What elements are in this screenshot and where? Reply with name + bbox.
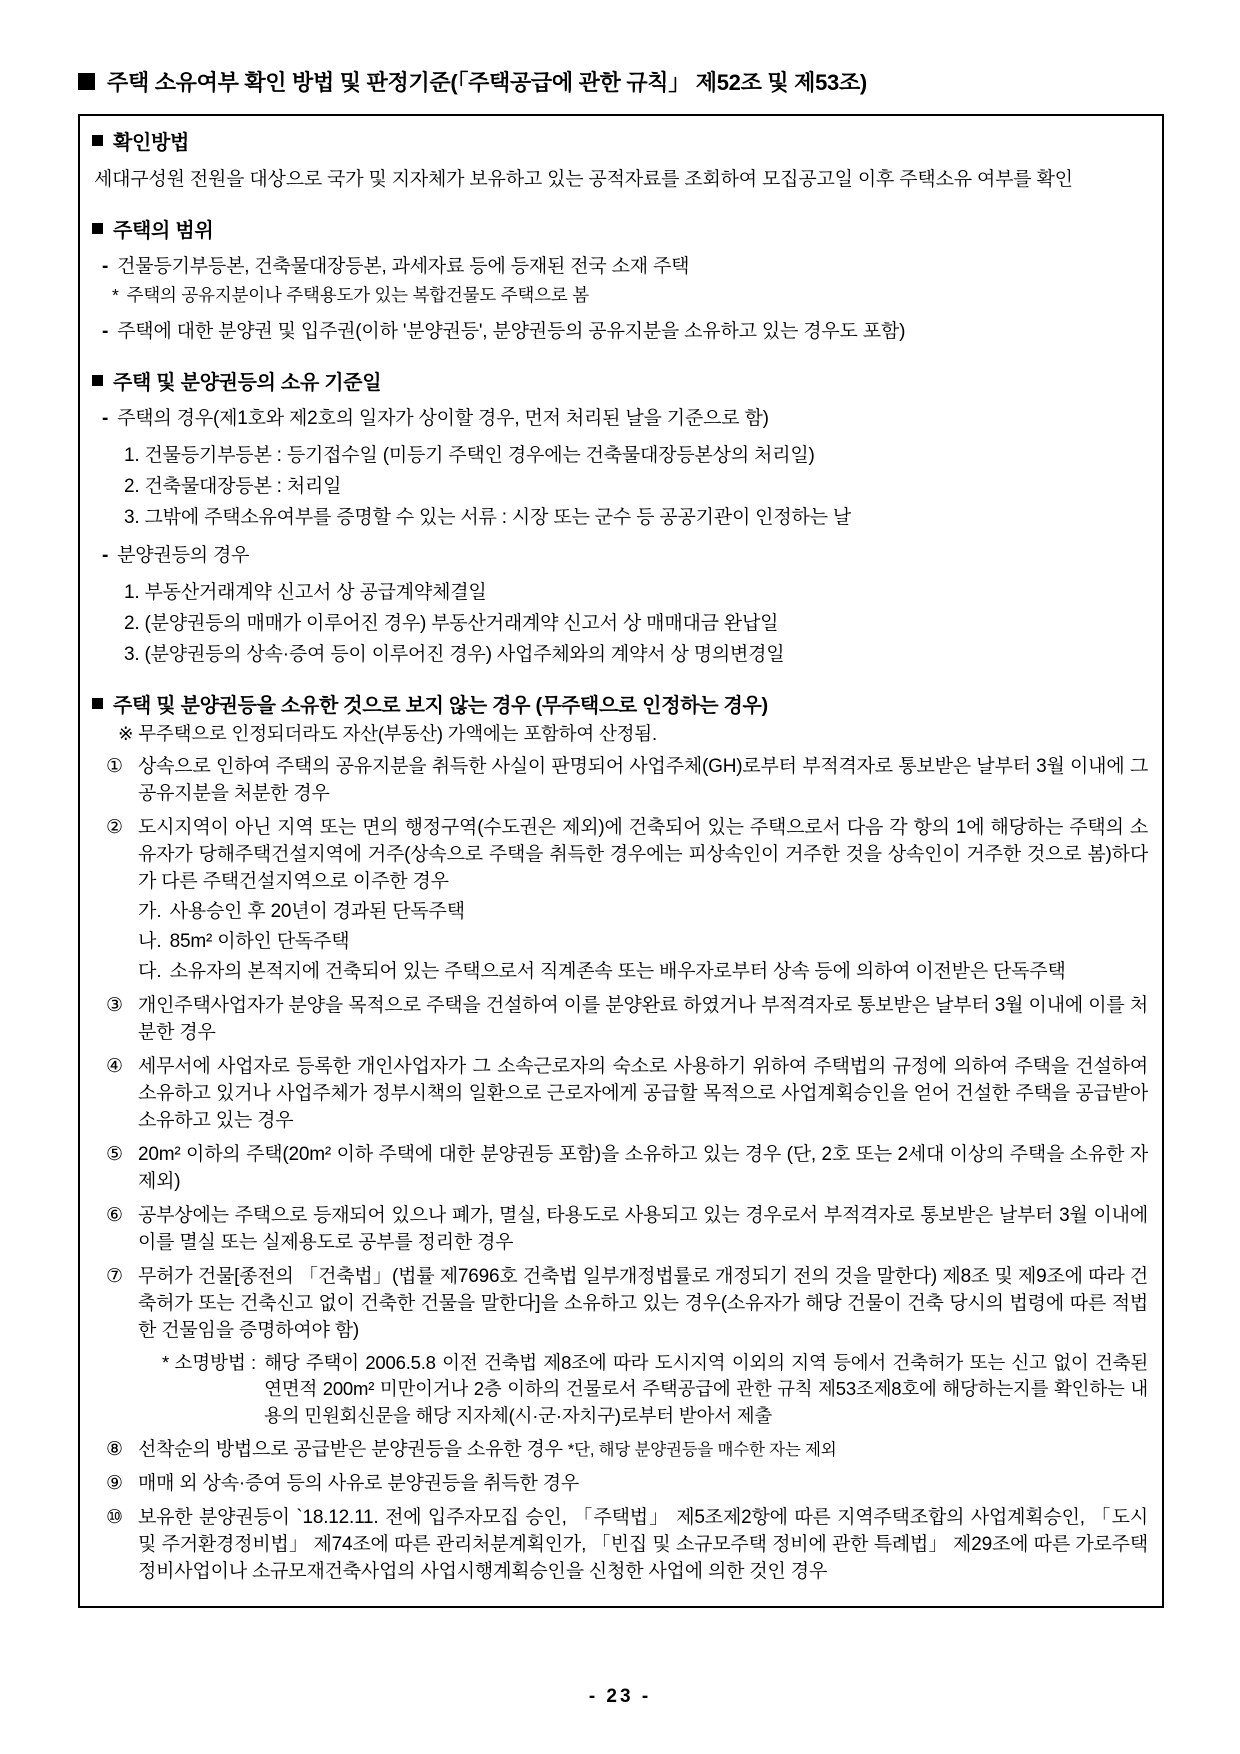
exception-item-1: [92, 754, 1148, 808]
asterisk-marker: *: [112, 284, 119, 305]
list-item: 2. 건축물대장등본 : 처리일: [124, 476, 342, 498]
document-title-row: [78, 66, 1164, 97]
circled-number: ②: [106, 817, 124, 839]
circled-number: ⑤: [106, 1143, 124, 1165]
square-bullet-icon: [92, 375, 103, 386]
subitem-text: 사용승인 후 20년이 경과된 단독주택: [169, 901, 465, 923]
list-item: 2. (분양권등의 매매가 이루어진 경우) 부동산거래계약 신고서 상 매매대금 완납일: [124, 613, 779, 635]
circled-number: ④: [106, 1055, 124, 1077]
scope-item-text: 주택에 대한 분양권 및 입주권(이하 '분양권등', 분양권등의 공유지분을 소유하고 있는 경우도 포함): [117, 321, 906, 343]
exception-item-10: [92, 1505, 1148, 1586]
subitem-text: 85m² 이하인 단독주택: [169, 931, 350, 953]
section-heading-exceptions: 주택 및 분양권등을 소유한 것으로 보지 않는 경우 (무주택으로 인정하는 경우): [113, 695, 768, 718]
right-case-label: [92, 543, 1148, 570]
circled-number: ⑧: [106, 1439, 124, 1461]
exception-body: [138, 1505, 1148, 1586]
circled-number: ⑦: [106, 1265, 124, 1287]
square-bullet-icon: [92, 135, 103, 146]
exception-text: 보유한 분양권등이 `18.12.11. 전에 입주자모집 승인, 「주택법」 제5조제2항에 따른 지역주택조합의 사업계획승인, 「도시 및 주거환경정비법」 제74조에 따른 관리처분계획인가, 「빈집 및 소규모주택 정비에 관한 특례법」 제29조에 따른 가로주택정비사업이나 소규모재건축사업의 사업시행계획승인을 신청한 사업에 의한 것인 경우: [138, 1507, 1148, 1582]
info-box: [78, 114, 1164, 1608]
exception-item-6: [92, 1203, 1148, 1257]
scope-footnote: [92, 283, 1148, 308]
exception-item-4: [92, 1054, 1148, 1135]
exceptions-note: ※ 무주택으로 인정되더라도 자산(부동산) 가액에는 포함하여 산정됨.: [118, 723, 657, 745]
exception-body: [138, 815, 1148, 986]
exception-text: 매매 외 상속·증여 등의 사유로 분양권등을 취득한 경우: [138, 1473, 580, 1495]
exception-body: [138, 1054, 1148, 1135]
circled-number: ⑥: [106, 1204, 124, 1226]
scope-item: [92, 319, 1148, 346]
subitem-text: 소유자의 본적지에 건축되어 있는 주택으로서 직계존속 또는 배우자로부터 상속 등에 의하여 이전받은 단독주택: [169, 961, 1066, 983]
house-case-label: [92, 406, 1148, 433]
exception-text: 상속으로 인하여 주택의 공유지분을 취득한 사실이 판명되어 사업주체(GH)로부터 부적격자로 통보받은 날부터 3월 이내에 그 공유지분을 처분한 경우: [138, 756, 1148, 805]
document-title: 주택 소유여부 확인 방법 및 판정기준(「주택공급에 관한 규칙」 제52조 및 제53조): [107, 70, 867, 95]
dash-marker: -: [102, 255, 109, 277]
exception-item-2: [92, 815, 1148, 986]
exception-body: [138, 1264, 1148, 1430]
section-heading-basedate-row: [92, 366, 1148, 395]
list-item: 3. (분양권등의 상속·증여 등이 이루어진 경우) 사업주체와의 계약서 상 명의변경일: [124, 644, 785, 666]
circled-number: ①: [106, 756, 124, 778]
exception-item-7: [92, 1264, 1148, 1430]
subitem-label: 나.: [138, 931, 162, 953]
list-item: 1. 부동산거래계약 신고서 상 공급계약체결일: [124, 582, 487, 604]
list-item: 3. 그밖에 주택소유여부를 증명할 수 있는 서류 : 시장 또는 군수 등 공공기관이 인정하는 날: [124, 507, 852, 529]
exception-body: [138, 1142, 1148, 1196]
exception-subitem: [138, 929, 1148, 956]
square-bullet-icon: [78, 73, 95, 90]
exception-body: [138, 993, 1148, 1047]
dash-marker: -: [102, 321, 109, 343]
exception-subitem: [138, 899, 1148, 926]
exception-text-suffix: *단, 해당 분양권등을 매수한 자는 제외: [567, 1441, 837, 1460]
section-heading-method-row: [92, 126, 1148, 155]
section-heading-basedate: 주택 및 분양권등의 소유 기준일: [113, 372, 382, 395]
exception-body: [138, 1437, 1148, 1464]
exception-item-5: [92, 1142, 1148, 1196]
exception-item-3: [92, 993, 1148, 1047]
proof-method-text: 해당 주택이 2006.5.8 이전 건축법 제8조에 따라 도시지역 이외의 지역 등에서 건축허가 또는 신고 없이 건축된 연면적 200m² 미만이거나 2층 이하의 건물로서 주택공급에 관한 규칙 제53조제8호에 해당하는지를 확인하는 내용의 민원회신문을 해당 지자체(시·군·자치구)로부터 받아서 제출: [264, 1351, 1148, 1427]
section-heading-scope-row: [92, 214, 1148, 243]
subitem-label: 다.: [138, 961, 162, 983]
exception-text: 20m² 이하의 주택(20m² 이하 주택에 대한 분양권등 포함)을 소유하고 있는 경우 (단, 2호 또는 2세대 이상의 주택을 소유한 자 제외): [138, 1143, 1148, 1192]
exception-text: 세무서에 사업자로 등록한 개인사업자가 그 소속근로자의 숙소로 사용하기 위하여 주택법의 규정에 의하여 주택을 건설하여 소유하고 있거나 사업주체가 정부시책의 일환으로 근로자에게 공급할 목적으로 사업계획승인을 얻어 건설한 주택을 공급받아 소유하고 있는 경우: [138, 1055, 1148, 1131]
circled-number: ⑩: [106, 1507, 124, 1529]
exception-text: [138, 1437, 1148, 1464]
circled-number: ③: [106, 995, 124, 1017]
right-case-text: 분양권등의 경우: [117, 545, 250, 567]
scope-item: [92, 254, 1148, 281]
scope-item-text: 건물등기부등본, 건축물대장등본, 과세자료 등에 등재된 전국 소재 주택: [117, 255, 690, 277]
dash-marker: -: [102, 545, 109, 567]
exception-text: 개인주택사업자가 분양을 목적으로 주택을 건설하여 이를 분양완료 하였거나 부적격자로 통보받은 날부터 3월 이내에 이를 처분한 경우: [138, 995, 1148, 1044]
circled-number: ⑨: [106, 1473, 124, 1495]
section-heading-method: 확인방법: [113, 132, 190, 154]
page-number: - 23 -: [588, 1686, 652, 1707]
section-heading-exceptions-row: [92, 689, 1148, 718]
exception-body: [138, 754, 1148, 808]
house-case-list: [92, 443, 1148, 532]
dash-marker: -: [102, 408, 109, 430]
exception-item-8: [92, 1437, 1148, 1464]
subitem-label: 가.: [138, 901, 162, 923]
method-body-text: 세대구성원 전원을 대상으로 국가 및 지자체가 보유하고 있는 공적자료를 조회하여 모집공고일 이후 주택소유 여부를 확인: [94, 169, 1073, 190]
proof-method-label: * 소명방법 :: [162, 1351, 257, 1373]
square-bullet-icon: [92, 223, 103, 234]
list-item: 1. 건물등기부등본 : 등기접수일 (미등기 주택인 경우에는 건축물대장등본상의 처리일): [124, 445, 815, 467]
house-case-text: 주택의 경우(제1호와 제2호의 일자가 상이할 경우, 먼저 처리된 날을 기준으로 함): [117, 408, 769, 430]
exception-text-main: 선착순의 방법으로 공급받은 분양권등을 소유한 경우: [138, 1439, 563, 1461]
square-bullet-icon: [92, 698, 103, 709]
exception-body: [138, 1203, 1148, 1257]
exception-subitem: [138, 959, 1148, 986]
exception-body: [138, 1471, 1148, 1498]
exception-text: 도시지역이 아닌 지역 또는 면의 행정구역(수도권은 제외)에 건축되어 있는 주택으로서 다음 각 항의 1에 해당하는 주택의 소유자가 당해주택건설지역에 거주(상속으로 주택을 취득한 경우에는 피상속인이 거주한 것을 상속인이 거주한 것으로 봄)하다가 다른 주택건설지역으로 이주한 경우: [138, 817, 1148, 893]
exception-item-9: [92, 1471, 1148, 1498]
scope-footnote-text: 주택의 공유지분이나 주택용도가 있는 복합건물도 주택으로 봄: [126, 284, 589, 305]
section-heading-scope: 주택의 범위: [113, 219, 214, 242]
right-case-list: [92, 580, 1148, 669]
exception-text: 공부상에는 주택으로 등재되어 있으나 폐가, 멸실, 타용도로 사용되고 있는 경우로서 부적격자로 통보받은 날부터 3월 이내에 이를 멸실 또는 실제용도로 공부를 정리한 경우: [138, 1204, 1148, 1253]
proof-method-note: [138, 1350, 1148, 1430]
exception-text: 무허가 건물[종전의 「건축법」(법률 제7696호 건축법 일부개정법률로 개정되기 전의 것을 말한다) 제8조 및 제9조에 따라 건축허가 또는 건축신고 없이 건축한 건물을 말한다]을 소유하고 있는 경우(소유자가 해당 건물이 건축 당시의 법령에 따른 적법한 건물임을 증명하여야 함): [138, 1265, 1148, 1341]
